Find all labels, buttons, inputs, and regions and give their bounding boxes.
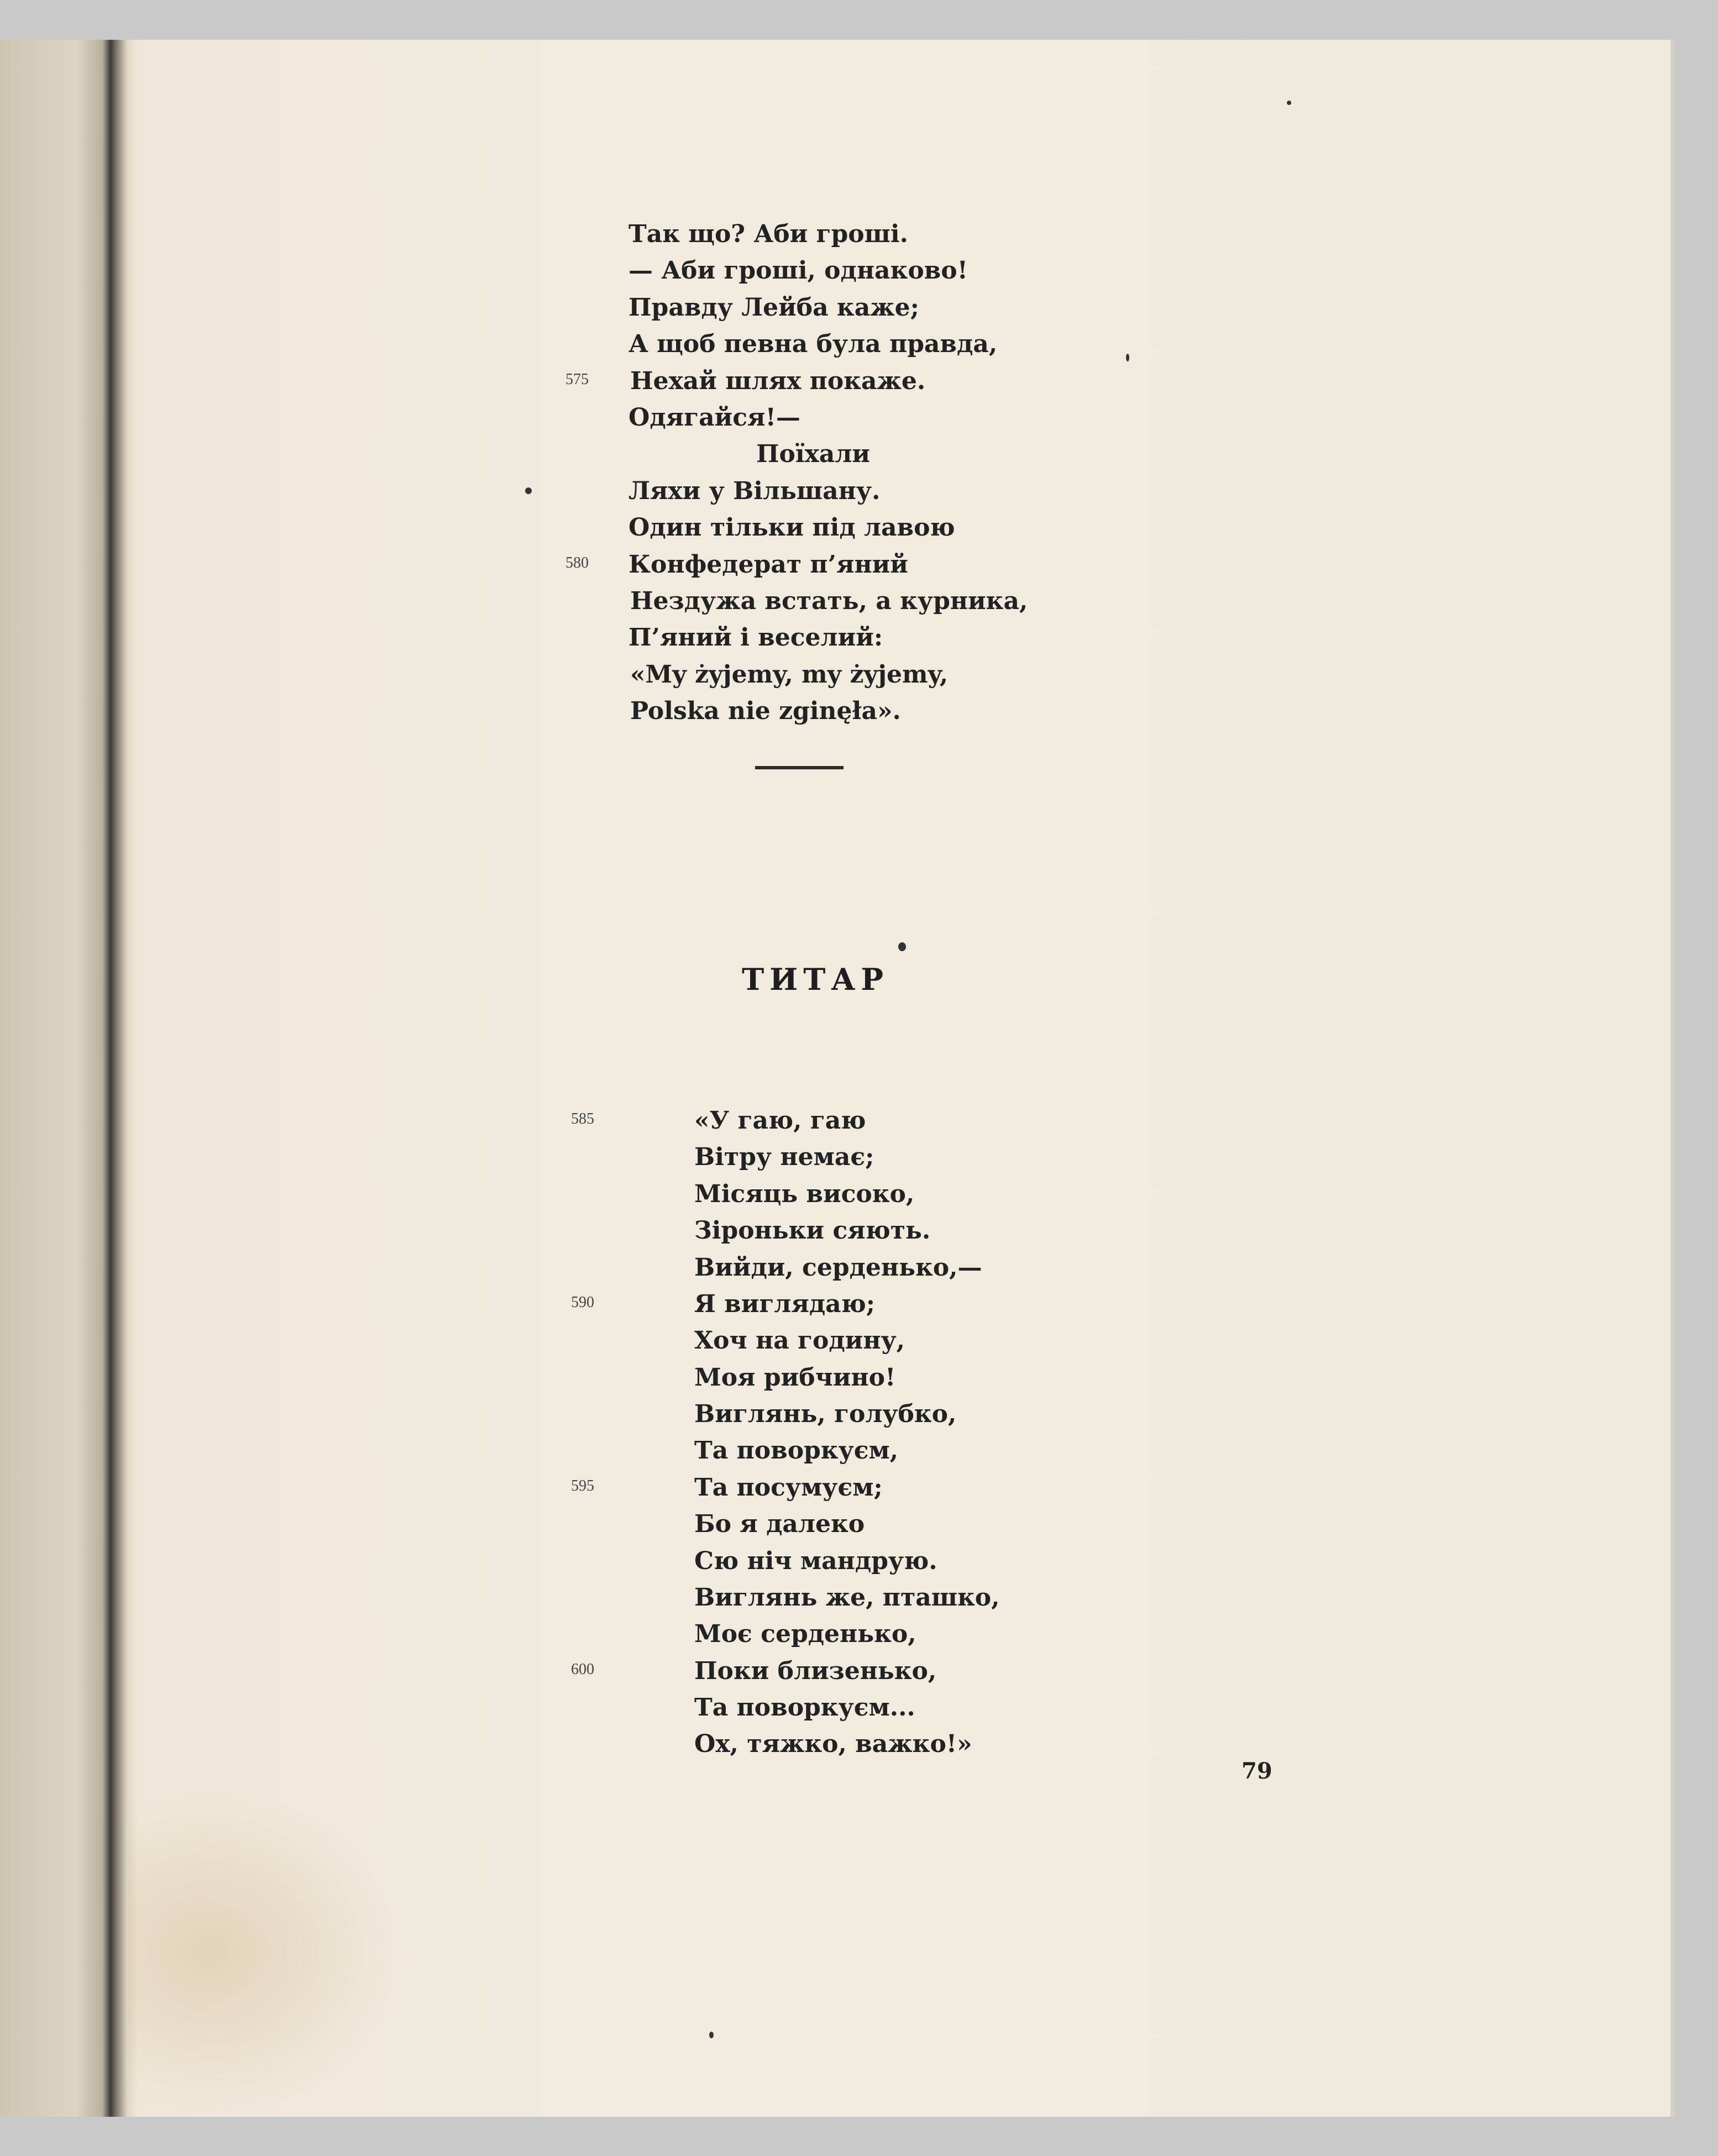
verse-line: Одягайся!— <box>628 403 800 432</box>
verse-line: Місяць високо, <box>694 1180 915 1208</box>
verse-line: Моя рибчино! <box>694 1363 896 1392</box>
verse-line: Та посумуєм; <box>694 1473 883 1502</box>
verse-line: Ляхи у Вільшану. <box>628 477 881 505</box>
verse-line: Та поворкуєм... <box>694 1693 915 1722</box>
line-number: 580 <box>565 554 589 571</box>
verse-line: Правду Лейба каже; <box>628 293 919 322</box>
ink-speck <box>898 942 906 951</box>
page-number: 79 <box>1242 1758 1272 1784</box>
poem-title: ТИТАР <box>742 962 889 997</box>
verse-line: Polska nie zginęła». <box>630 697 901 725</box>
verse-line: Нездужа встать, а курника, <box>630 587 1028 615</box>
section-divider <box>755 766 844 769</box>
book-gutter <box>0 40 138 2117</box>
line-number: 600 <box>571 1661 594 1678</box>
verse-line: «My żyjemy, my żyjemy, <box>630 660 949 689</box>
verse-line: Так що? Аби гроші. <box>628 220 908 248</box>
ink-speck <box>1126 354 1129 361</box>
verse-line: Ох, тяжко, важко!» <box>694 1730 972 1758</box>
ink-speck <box>525 487 532 494</box>
verse-line: Конфедерат п’яний <box>628 550 908 579</box>
line-number: 590 <box>571 1294 594 1311</box>
verse-line: «У гаю, гаю <box>694 1106 866 1135</box>
verse-line: — Аби гроші, однаково! <box>628 256 968 285</box>
verse-line: П’яний і веселий: <box>628 623 883 652</box>
verse-line: Я виглядаю; <box>694 1290 876 1318</box>
line-number: 595 <box>571 1477 594 1494</box>
verse-line: Нехай шлях покаже. <box>630 367 926 395</box>
paper-stain <box>127 1786 404 2117</box>
page-edge <box>1670 40 1675 2117</box>
verse-line: Моє серденько, <box>694 1620 916 1648</box>
verse-line: Вийди, серденько,— <box>694 1253 982 1282</box>
verse-line: Поїхали <box>756 440 871 468</box>
verse-line: Виглянь, голубко, <box>694 1400 957 1428</box>
verse-line: Хоч на годину, <box>694 1326 905 1355</box>
verse-line: Та поворкуєм, <box>694 1436 899 1465</box>
ink-speck <box>1287 101 1291 105</box>
line-number: 585 <box>571 1110 594 1127</box>
verse-line: Виглянь же, пташко, <box>694 1583 1000 1612</box>
verse-line: Вітру немає; <box>694 1143 874 1171</box>
verse-line: Зіроньки сяють. <box>694 1216 931 1245</box>
verse-line: Бо я далеко <box>694 1510 865 1538</box>
line-number: 575 <box>565 371 589 388</box>
verse-line: А щоб певна була правда, <box>628 330 998 358</box>
verse-line: Поки близенько, <box>694 1657 937 1685</box>
verse-line: Сю ніч мандрую. <box>694 1547 937 1575</box>
ink-speck <box>709 2032 714 2038</box>
verse-line: Один тільки під лавою <box>628 513 955 542</box>
